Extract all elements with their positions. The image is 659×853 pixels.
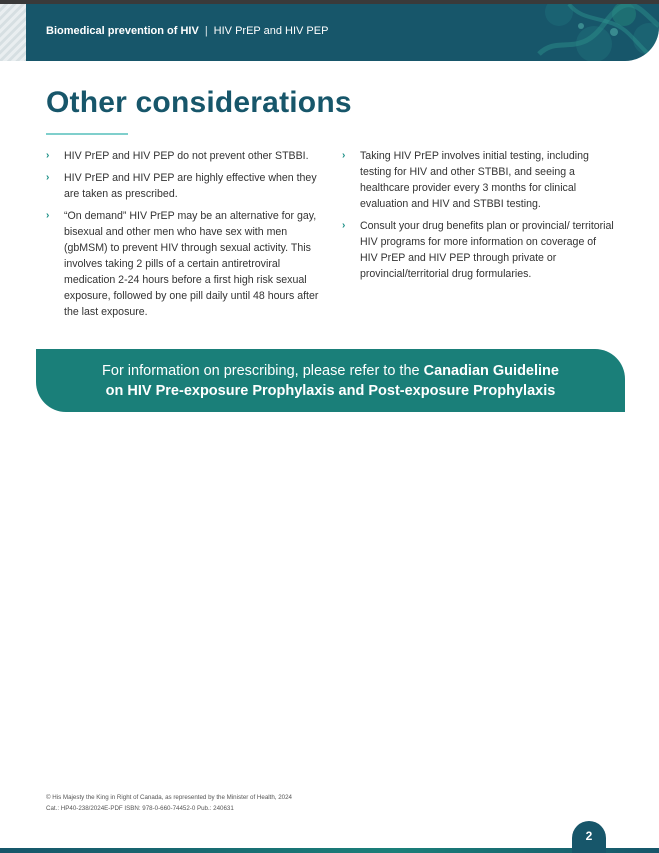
list-item-text: Consult your drug benefits plan or provincial/ territorial HIV programs for more information on coverage of HIV PrEP and HIV PEP through private or provincial/territorial drug formularies. [360, 220, 614, 280]
header-separator: | [204, 25, 208, 37]
list-item-text: HIV PrEP and HIV PEP are highly effective when they are taken as prescribed. [64, 172, 317, 200]
banner-lead-text: For information on prescribing, please refer to the [102, 362, 424, 379]
list-item-text: HIV PrEP and HIV PEP do not prevent other STBBI. [64, 150, 309, 162]
bottom-bar [0, 848, 659, 853]
chevron-right-icon: › [46, 210, 50, 221]
page-title: Other considerations [46, 86, 352, 119]
title-underline [46, 133, 128, 135]
list-item [342, 148, 614, 212]
guideline-reference-link[interactable]: Canadian Guideline on HIV Pre-exposure Prophylaxis and Post-exposure Prophylaxis [105, 362, 559, 399]
chevron-right-icon: › [342, 150, 346, 161]
copyright-line: © His Majesty the King in Right of Canada, as represented by the Minister of Health, 2024 [46, 794, 293, 801]
list-item [46, 170, 328, 202]
chevron-right-icon: › [46, 172, 50, 183]
page-number: 2 [572, 821, 606, 853]
header-decorative-pattern [419, 4, 659, 61]
header-breadcrumb [46, 25, 328, 37]
list-item [46, 148, 328, 164]
header-side-strip [0, 4, 26, 61]
chevron-right-icon: › [46, 150, 50, 161]
list-item [46, 208, 328, 320]
header-subsection: HIV PrEP and HIV PEP [213, 25, 329, 37]
chevron-right-icon: › [342, 220, 346, 231]
catalogue-line: Cat.: HP40-238/2024E-PDF ISBN: 978-0-660-74452-0 Pub.: 240631 [46, 805, 234, 812]
copyright-footer [46, 792, 292, 814]
list-item-text: “On demand” HIV PrEP may be an alternative for gay, bisexual and other men who have sex with men (gbMSM) to prevent HIV through sexual activity. This involves taking 2 pills of a certain antiretroviral medication 2-24 hours before a first high risk sexual exposure, followed by one pill daily until 48 hours after the last exposure. [64, 210, 319, 318]
list-item-text: Taking HIV PrEP involves initial testing, including testing for HIV and other STBBI, and seeing a healthcare provider every 3 months for clinical evaluation and HIV and STBBI testing. [360, 150, 589, 210]
header-section: Biomedical prevention of HIV [46, 25, 199, 37]
prescribing-info-banner [36, 349, 625, 412]
page-header [0, 4, 659, 61]
right-bullet-list [342, 148, 614, 288]
left-bullet-list [46, 148, 328, 326]
list-item [342, 218, 614, 282]
